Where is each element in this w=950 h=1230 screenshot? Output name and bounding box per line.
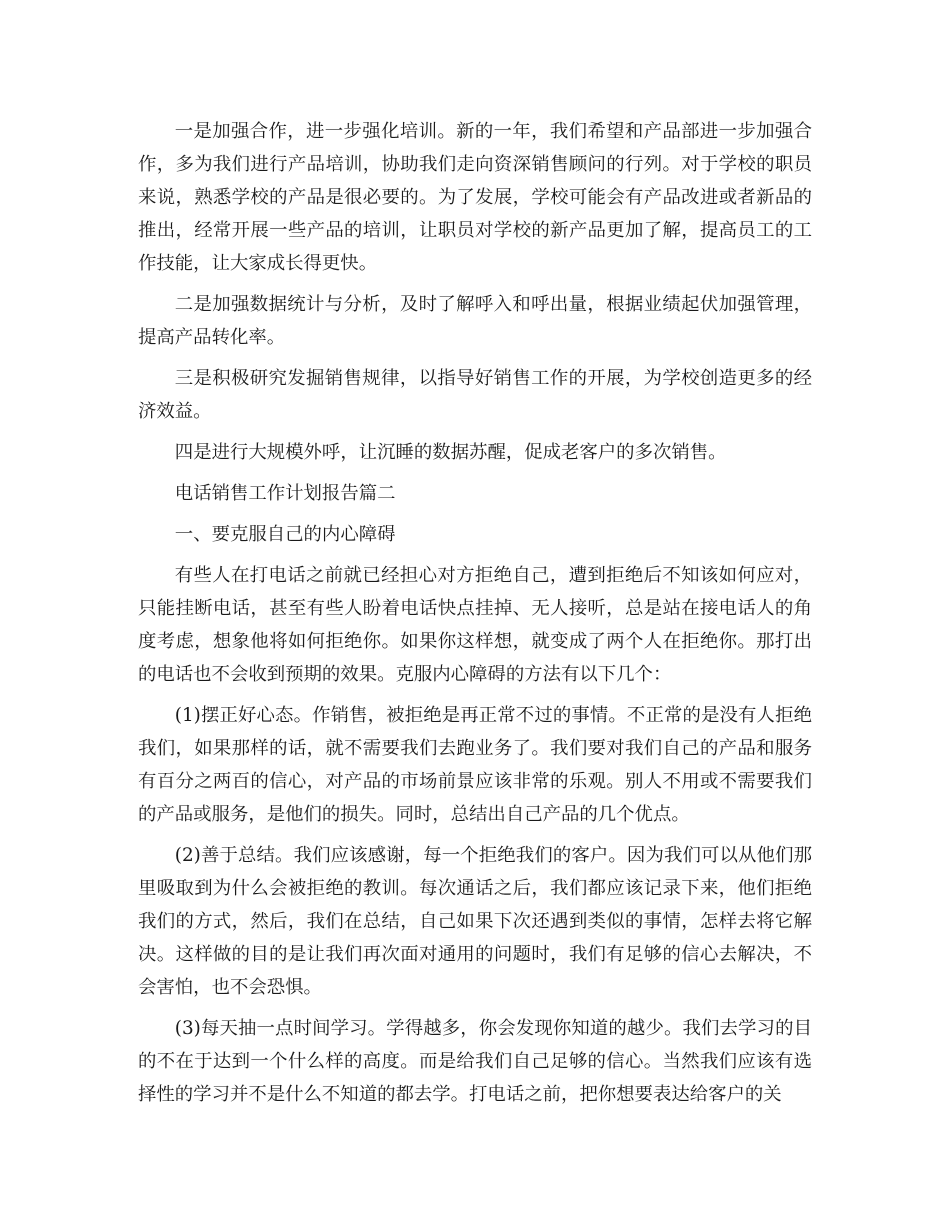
paragraph-strengthen-cooperation: 一是加强合作，进一步强化培训。新的一年，我们希望和产品部进一步加强合作，多为我们进行产品培训，协助我们走向资深销售顾问的行列。对于学校的职员来说，熟悉学校的产品是很必要的。为了发展，学校可能会有产品改进或者新品的推出，经常开展一些产品的培训，让职员对学校的新产品更加了解，提高员工的工作技能，让大家成长得更快。 xyxy=(138,121,812,274)
paragraph-data-statistics: 二是加强数据统计与分析，及时了解呼入和呼出量，根据业绩起伏加强管理，提高产品转化率。 xyxy=(138,294,812,348)
document-body xyxy=(138,115,812,1111)
paragraph-item-2-summary: (2)善于总结。我们应该感谢，每一个拒绝我们的客户。因为我们可以从他们那里吸取到为什么会被拒绝的教训。每次通话之后，我们都应该记录下来，他们拒绝我们的方式，然后，我们在总结，自己如果下次还遇到类似的事情，怎样去将它解决。这样做的目的是让我们再次面对通用的问题时，我们有足够的信心去解决，不会害怕，也不会恐惧。 xyxy=(138,845,812,998)
subsection-heading: 一、要克服自己的内心障碍 xyxy=(174,524,396,545)
paragraph-inner-barriers: 有些人在打电话之前就已经担心对方拒绝自己，遭到拒绝后不知该如何应对，只能挂断电话，甚至有些人盼着电话快点挂掉、无人接听，总是站在接电话人的角度考虑，想象他将如何拒绝你。如果你这样想，就变成了两个人在拒绝你。那打出的电话也不会收到预期的效果。克服内心障碍的方法有以下几个： xyxy=(138,565,812,685)
paragraph-sales-patterns: 三是积极研究发掘销售规律，以指导好销售工作的开展，为学校创造更多的经济效益。 xyxy=(138,368,812,422)
paragraph-item-1-attitude: (1)摆正好心态。作销售，被拒绝是再正常不过的事情。不正常的是没有人拒绝我们，如果那样的话，就不需要我们去跑业务了。我们要对我们自己的产品和服务有百分之两百的信心，对产品的市场前景应该非常的乐观。别人不用或不需要我们的产品或服务，是他们的损失。同时，总结出自己产品的几个优点。 xyxy=(138,705,812,825)
paragraph-item-3-study: (3)每天抽一点时间学习。学得越多，你会发现你知道的越少。我们去学习的目的不在于达到一个什么样的高度。而是给我们自己足够的信心。当然我们应该有选择性的学习并不是什么不知道的都去学。打电话之前，把你想要表达给客户的关 xyxy=(138,1018,812,1105)
section-heading: 电话销售工作计划报告篇二 xyxy=(174,483,396,504)
paragraph-outbound-calls: 四是进行大规模外呼，让沉睡的数据苏醒，促成老客户的多次销售。 xyxy=(174,442,727,463)
